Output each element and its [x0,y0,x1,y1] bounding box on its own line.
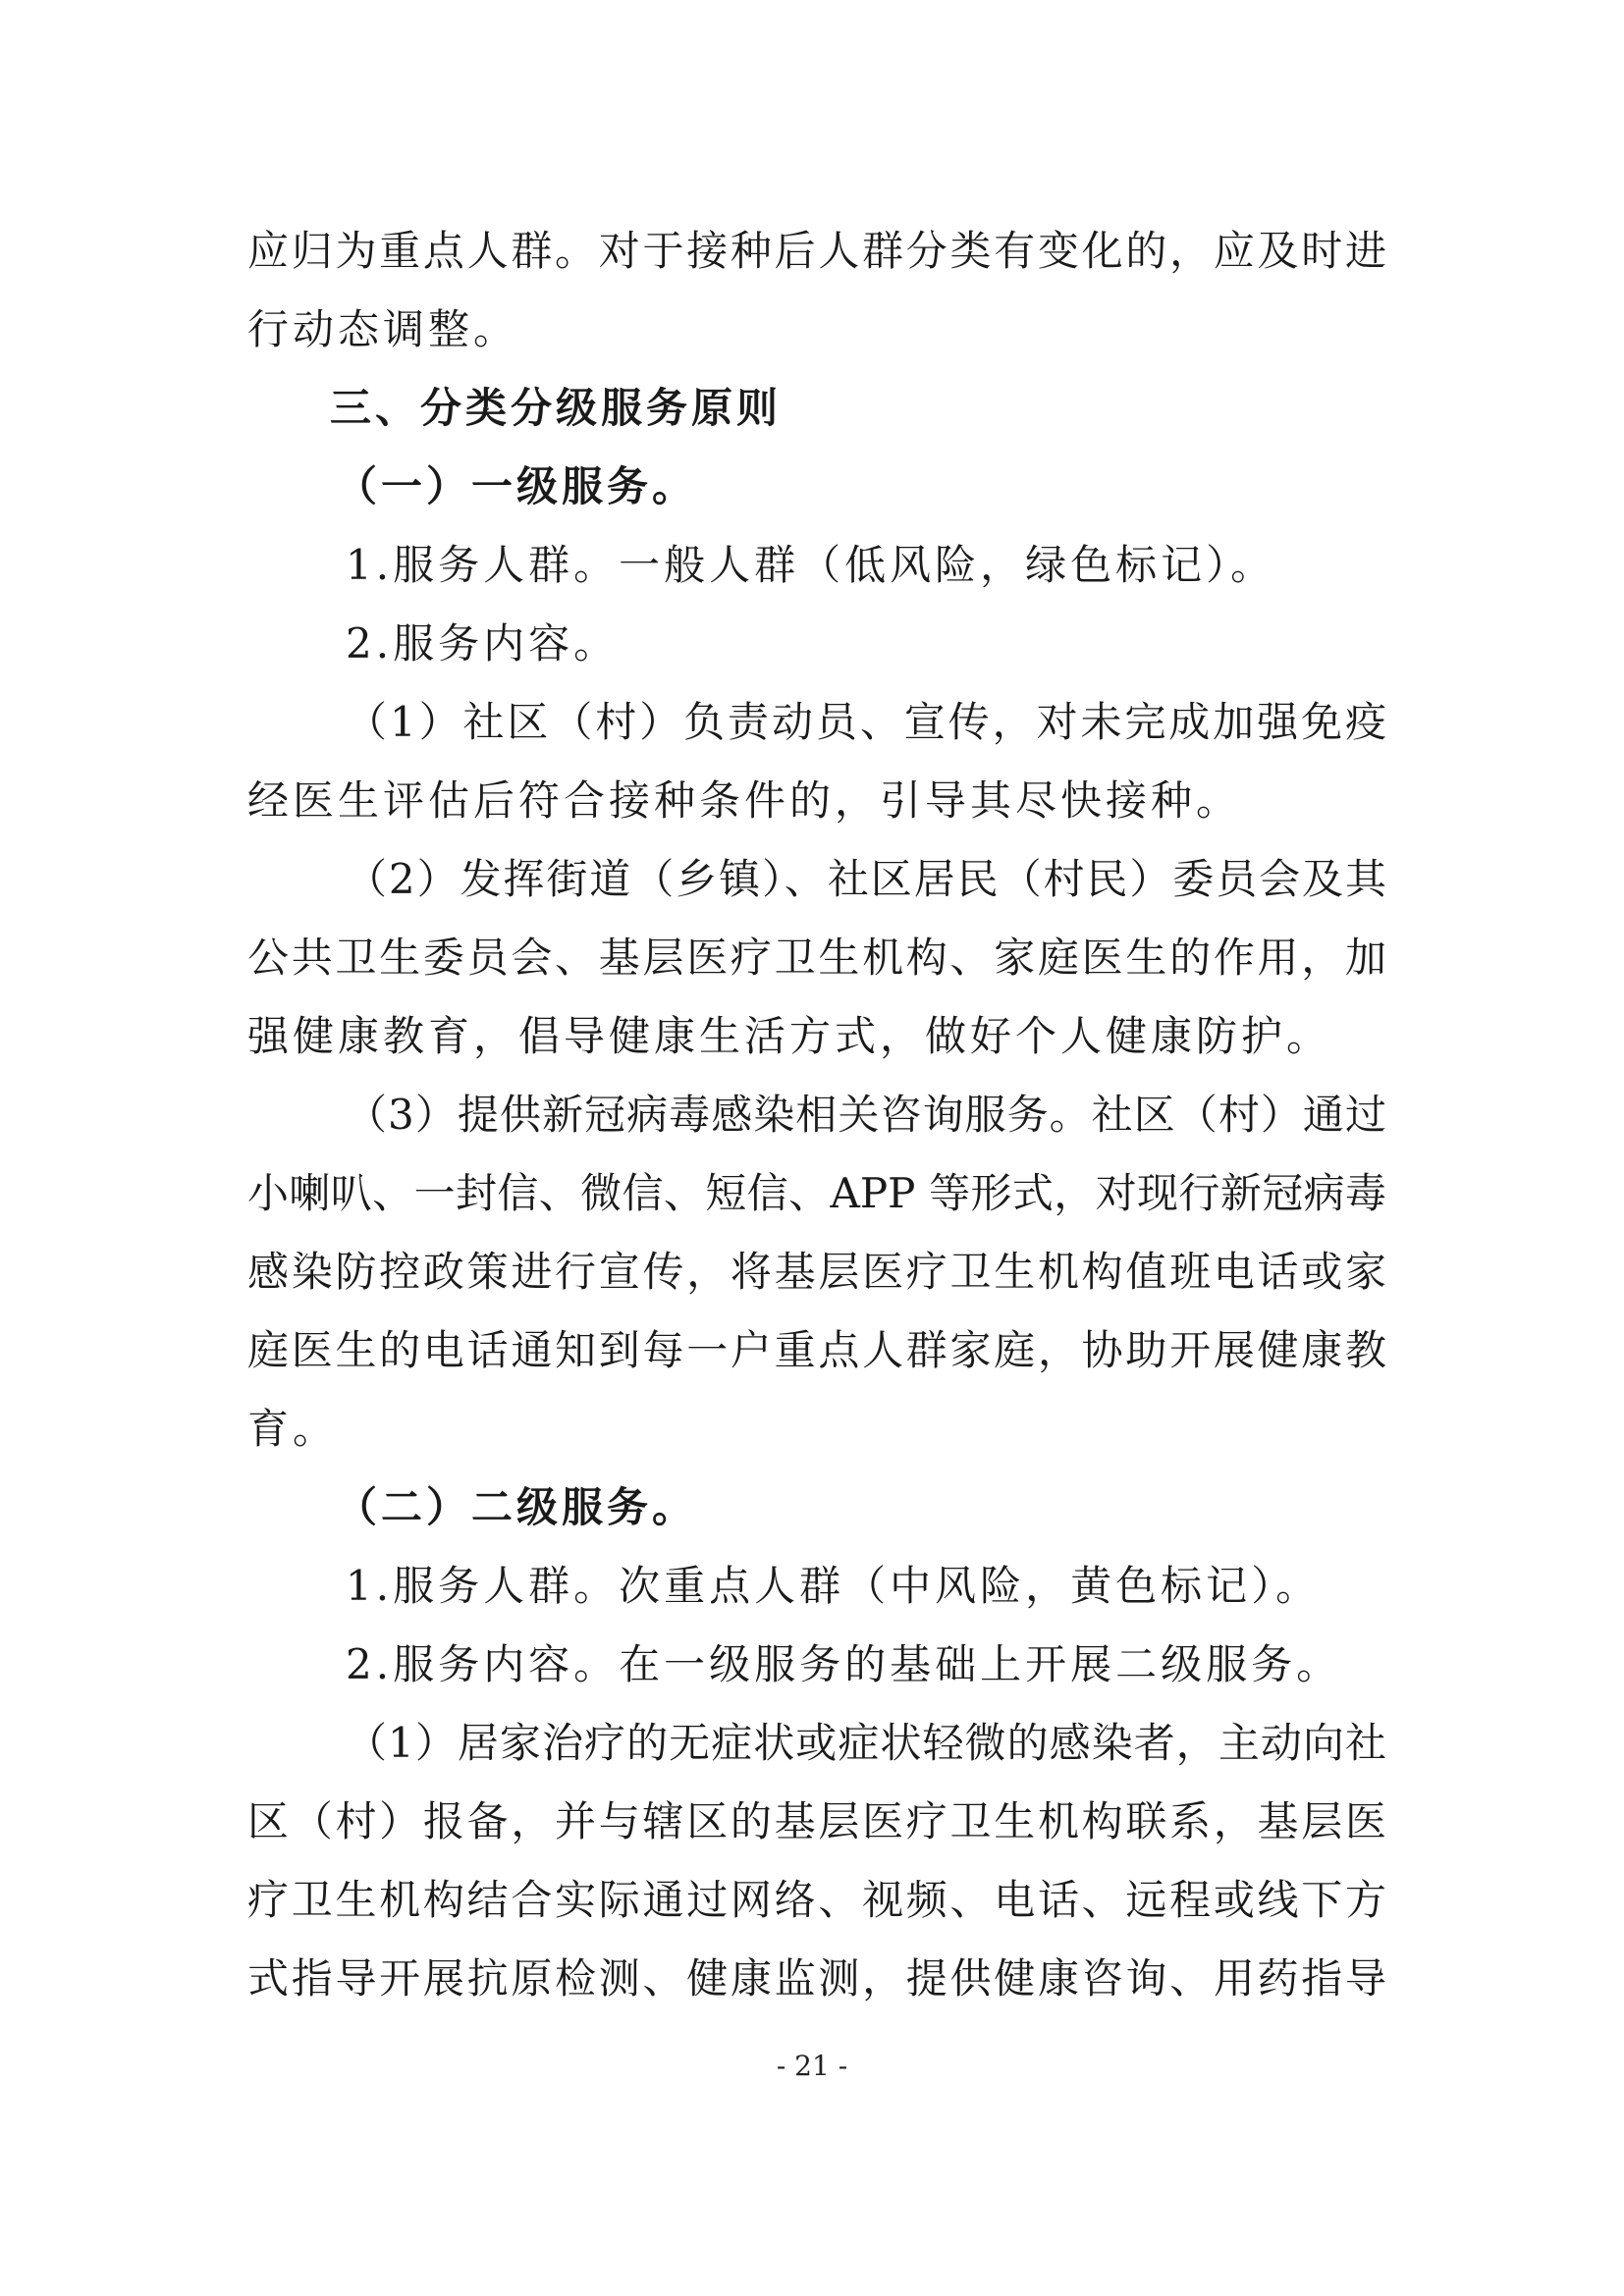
body-line: 行动态调整。 [247,305,519,353]
body-line: （2）发挥街道（乡镇）、社区居民（村民）委员会及其 [346,855,1386,903]
subsection-heading: （一）一级服务。 [336,462,698,510]
page-number: - 21 - [776,2050,848,2082]
body-line: 经医生评估后符合接种条件的，引导其尽快接种。 [247,776,1242,825]
subsection-heading: （二）二级服务。 [336,1483,698,1531]
body-line: 区（村）报备，并与辖区的基层医疗卫生机构联系，基层医 [247,1797,1386,1845]
body-line: 2.服务内容。在一级服务的基础上开展二级服务。 [346,1640,1342,1688]
body-line: 感染防控政策进行宣传，将基层医疗卫生机构值班电话或家 [247,1248,1386,1296]
body-line: 疗卫生机构结合实际通过网络、视频、电话、远程或线下方 [247,1876,1386,1924]
body-line: 式指导开展抗原检测、健康监测，提供健康咨询、用药指导 [247,1954,1386,2002]
body-line: 1.服务人群。次重点人群（中风险，黄色标记）。 [346,1562,1322,1610]
body-line: （1）社区（村）负责动员、宣传，对未完成加强免疫 [346,698,1386,746]
body-line: 2.服务内容。 [346,619,620,667]
body-line: 庭医生的电话通知到每一户重点人群家庭，协助开展健康教 [247,1326,1386,1374]
body-line: 强健康教育，倡导健康生活方式，做好个人健康防护。 [247,1012,1332,1060]
document-body [247,212,1386,2018]
body-line: 小喇叭、一封信、微信、短信、APP 等形式，对现行新冠病毒 [247,1169,1386,1217]
body-line: 应归为重点人群。对于接种后人群分类有变化的，应及时进 [247,227,1386,275]
body-line: （3）提供新冠病毒感染相关咨询服务。社区（村）通过 [346,1091,1386,1139]
body-line: 育。 [247,1405,339,1453]
body-line: （1）居家治疗的无症状或症状轻微的感染者，主动向社 [346,1719,1386,1767]
body-line: 公共卫生委员会、基层医疗卫生机构、家庭医生的作用，加 [247,934,1386,982]
section-heading: 三、分类分级服务原则 [330,384,783,432]
body-line: 1.服务人群。一般人群（低风险，绿色标记）。 [346,541,1276,589]
